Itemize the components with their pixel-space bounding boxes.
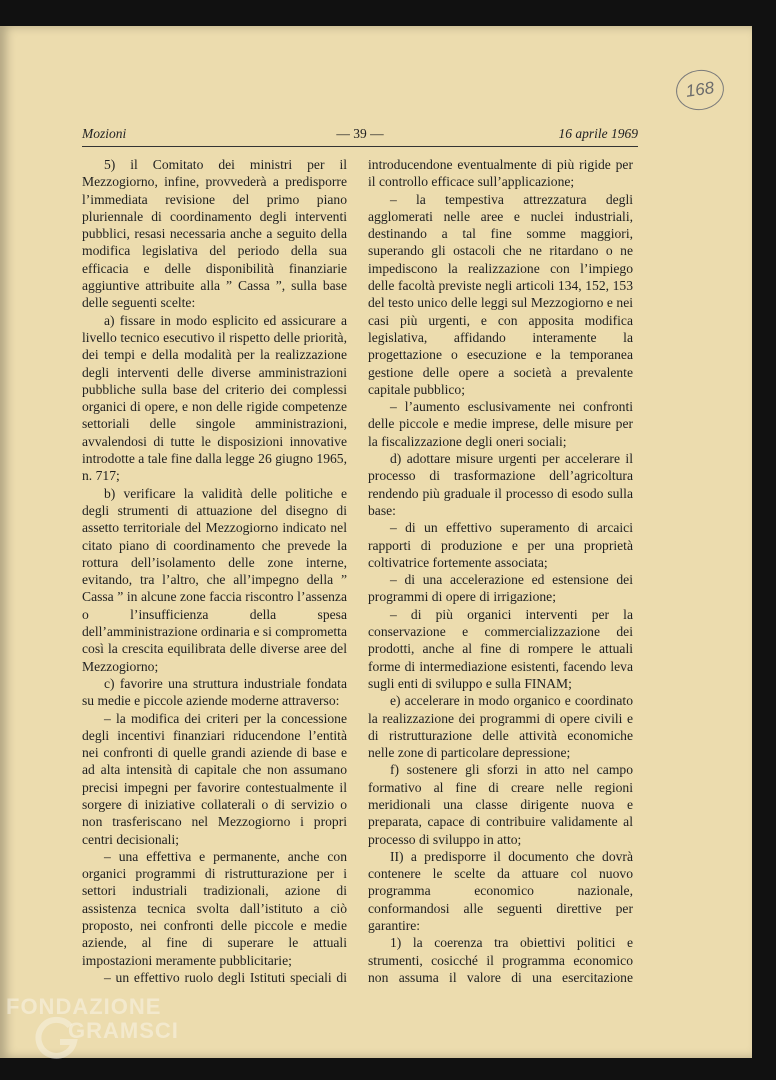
paragraph: 1) la coerenza tra obiettivi politici e strumenti, cosicché il programma economico non assuma il valore di una esercitazione	[368, 935, 633, 985]
left-column	[82, 156, 347, 988]
right-column	[368, 156, 633, 988]
folio-stamp: 168	[673, 67, 726, 113]
watermark-line1: FONDAZIONE	[6, 994, 162, 1019]
paragraph: f) sostenere gli sforzi in atto nel campo formativo al fine di creare nelle regioni meridionali una classe dirigente nuova e preparata, capace di contribuire validamente al processo di sviluppo in atto;	[368, 762, 633, 847]
paragraph: II) a predisporre il documento che dovrà contenere le scelte da attuare col nuovo programma economico nazionale, conformandosi alle seguenti direttive per garantire:	[368, 848, 633, 934]
paragraph: – di una accelerazione ed estensione dei programmi di opere di irrigazione;	[368, 572, 633, 605]
paragraph: e) accelerare in modo organico e coordinato la realizzazione dei programmi di opere civili e di ristrutturazione delle attività economiche nelle zone di particolare depressione;	[368, 693, 633, 761]
paragraph: 5) il Comitato dei ministri per il Mezzogiorno, infine, provvederà a predisporre l’immediata revisione del primo piano pluriennale di coordinamento degli interventi pubblici, resasi necessaria anche a seguito della modifica legislativa del periodo della sua efficacia e delle disponibilità finanziarie aggiuntive attribuite alla ” Cassa ”, sulla base delle seguenti scelte:	[82, 157, 347, 311]
paragraph: – la modifica dei criteri per la concessione degli incentivi finanziari riducendone l’entità nei confronti di quelle grandi aziende di base e ad alta intensità di capitale che non assumano precisi impegni per favorire contestualmente il sorgere di iniziative collaterali o di servizio o non trasferiscano nel Mezzogiorno i propri centri decisionali;	[82, 710, 347, 847]
watermark	[6, 994, 196, 1074]
header-page-number: — 39 —	[336, 126, 384, 141]
paragraph: – di un effettivo superamento di arcaici rapporti di produzione e per una proprietà coltivatrice fortemente associata;	[368, 520, 633, 570]
header-section: Mozioni	[82, 126, 127, 141]
paragraph: a) fissare in modo esplicito ed assicurare a livello tecnico esecutivo il rispetto delle priorità, dei tempi e della modalità per la realizzazione degli interventi delle diverse amministrazioni pubbliche sulla base del criterio dei complessi organici di opere, e non delle rigide competenze settoriali delle singole amministrazioni, avvalendosi di tutte le disposizioni innovative introdotte a tale fine dalla legge 26 giugno 1965, n. 717;	[82, 312, 347, 484]
paragraph: d) adottare misure urgenti per accelerare il processo di trasformazione dell’agricoltura rendendo più graduale il processo di esodo sulla base:	[368, 451, 633, 518]
paragraph: introducendone eventualmente di più rigide per il controllo efficace sull’applicazione;	[368, 157, 633, 190]
watermark-line2: GRAMSCI	[68, 1018, 179, 1043]
header-rule	[82, 146, 638, 147]
document-page	[0, 26, 752, 1058]
paragraph: c) favorire una struttura industriale fondata su medie e piccole aziende moderne attraverso:	[82, 675, 347, 709]
paragraph: – un effettivo ruolo degli Istituti speciali di	[104, 969, 347, 985]
paragraph: – l’aumento esclusivamente nei confronti delle piccole e medie imprese, delle misure per la fiscalizzazione degli oneri sociali;	[368, 399, 633, 449]
header-date: 16 aprile 1969	[558, 126, 638, 141]
paragraph: b) verificare la validità delle politiche e degli strumenti di attuazione del disegno di assetto territoriale del Mezzogiorno indicato nel citato piano di coordinamento che prevede la rottura dell’isolamento delle zone interne, evitando, tra l’altro, che all’impegno della ” Cassa ” in alcune zone faccia riscontro l’assenza o l’insufficienza della spesa dell’amministrazione ordinaria e si comprometta così la crescita equilibrata delle diverse aree del Mezzogiorno;	[82, 485, 347, 674]
paragraph: – la tempestiva attrezzatura degli agglomerati nelle aree e nuclei industriali, destinando a tal fine somme maggiori, superando gli ostacoli che ne ritardano o ne impediscono la realizzazione con l’impiego delle facoltà previste negli articoli 134, 152, 153 del testo unico delle leggi sul Mezzogiorno e nei casi più urgenti, e con apposita modifica legislativa, affidando interamente la progettazione o esecuzione e la temporanea gestione delle opere a società a prevalente capitale pubblico;	[368, 191, 633, 397]
paragraph: – una effettiva e permanente, anche con organici programmi di ristrutturazione per i settori industriali tradizionali, azione di assistenza tecnica svolta dall’istituto a ciò proposto, nei confronti delle piccole e medie aziende, al fine di superare le attuali impostazioni meramente pubblicitarie;	[82, 848, 347, 968]
running-header	[82, 126, 638, 146]
paragraph: – di più organici interventi per la conservazione e commercializzazione dei prodotti, anche al fine di rompere le attuali forme di intermediazione esistenti, facendo leva sugli enti di sviluppo e sulla FINAM;	[368, 606, 633, 691]
